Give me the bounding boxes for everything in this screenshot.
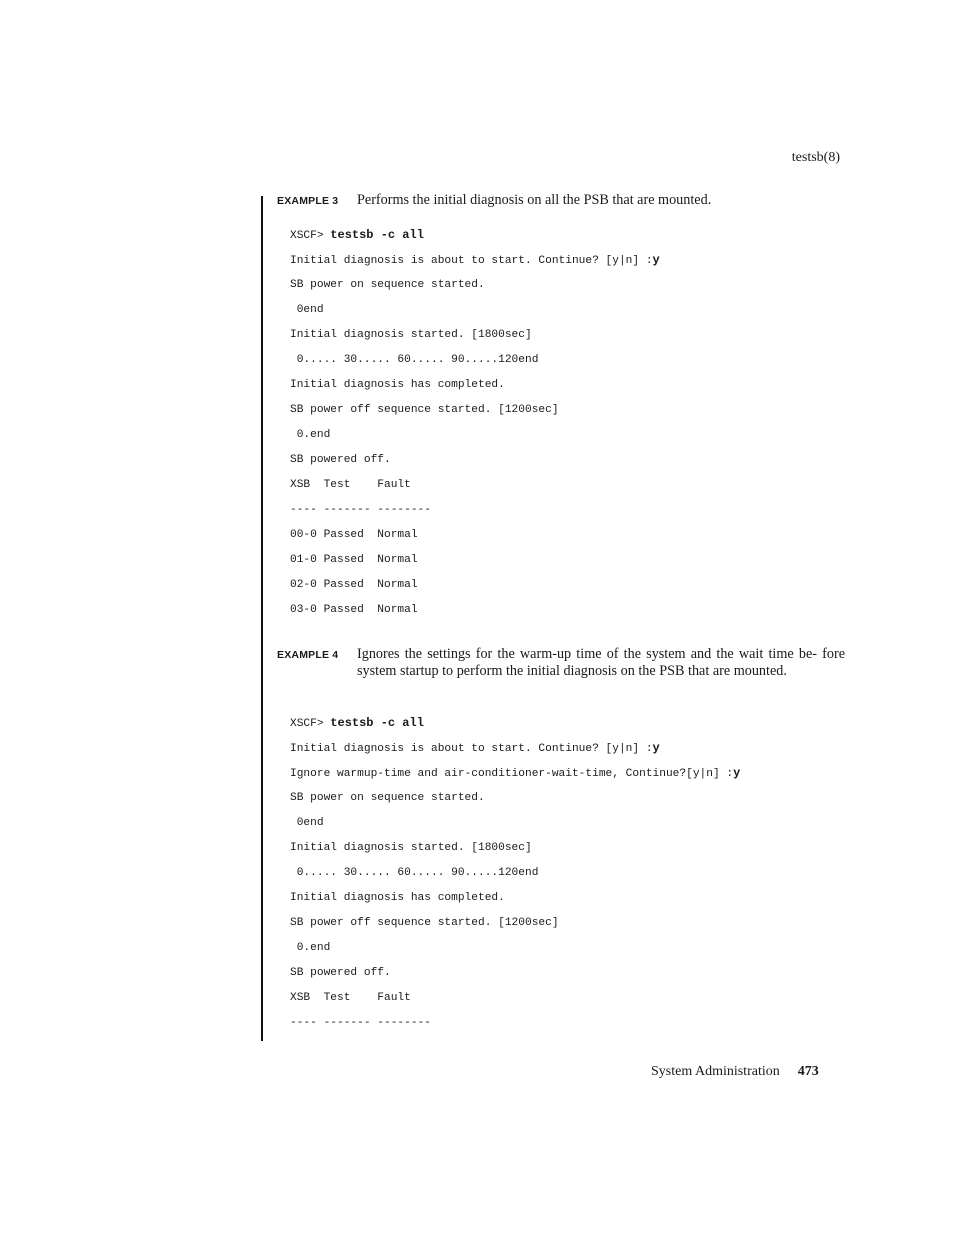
page-number: 473 [797, 1064, 819, 1079]
output-text: SB powered off. [290, 454, 391, 466]
output-text: SB powered off. [290, 967, 391, 979]
output-line [290, 836, 740, 861]
output-text: Initial diagnosis is about to start. Continue? [y|n] : [290, 255, 653, 267]
output-text: Initial diagnosis has completed. [290, 892, 505, 904]
output-text: 01-0 Passed Normal [290, 554, 418, 566]
output-line [290, 598, 660, 623]
output-line [290, 1011, 740, 1036]
output-text: 0end [290, 304, 324, 316]
output-line [290, 886, 740, 911]
output-text: 00-0 Passed Normal [290, 529, 418, 541]
output-line [290, 911, 740, 936]
command: testsb -c all [330, 716, 424, 730]
output-line [290, 398, 660, 423]
example-3-description: Performs the initial diagnosis on all the PSB that are mounted. [357, 192, 712, 208]
output-text: 0end [290, 817, 324, 829]
page-footer [651, 1064, 819, 1080]
example-4-description: Ignores the settings for the warm-up time of the system and the wait time be- fore system startup to perform the initial diagnosis on the PSB that are mounted. [357, 646, 845, 679]
output-line [290, 273, 660, 298]
output-text: 02-0 Passed Normal [290, 579, 418, 591]
example-3-code [290, 223, 660, 623]
footer-section-title: System Administration [651, 1064, 780, 1079]
output-text: SB power off sequence started. [1200sec] [290, 404, 559, 416]
output-line [290, 498, 660, 523]
output-line [290, 373, 660, 398]
command-line [290, 223, 660, 248]
output-line [290, 811, 740, 836]
output-text: SB power off sequence started. [1200sec] [290, 917, 559, 929]
output-text: XSB Test Fault [290, 992, 411, 1004]
output-line [290, 423, 660, 448]
output-text: Initial diagnosis has completed. [290, 379, 505, 391]
output-text: 0..... 30..... 60..... 90.....120end [290, 354, 539, 366]
example-3-label: EXAMPLE 3 [277, 195, 339, 207]
output-text: 0.end [290, 942, 331, 954]
output-text: 0..... 30..... 60..... 90.....120end [290, 867, 539, 879]
output-text: ---- ------- -------- [290, 1017, 431, 1029]
user-answer: y [733, 766, 741, 780]
output-text: Ignore warmup-time and air-conditioner-wait-time, Continue?[y|n] : [290, 768, 734, 780]
output-line [290, 523, 660, 548]
output-line [290, 936, 740, 961]
output-line [290, 573, 660, 598]
output-line [290, 961, 740, 986]
output-line [290, 348, 660, 373]
output-line [290, 323, 660, 348]
user-answer: y [652, 741, 660, 755]
output-text: 03-0 Passed Normal [290, 604, 418, 616]
prompt: XSCF> [290, 718, 331, 730]
output-text: Initial diagnosis is about to start. Continue? [y|n] : [290, 743, 653, 755]
command: testsb -c all [330, 228, 424, 242]
prompt: XSCF> [290, 230, 331, 242]
output-text: SB power on sequence started. [290, 792, 485, 804]
user-answer: y [652, 253, 660, 267]
running-header: testsb(8) [791, 150, 840, 165]
output-line [290, 761, 740, 786]
output-line [290, 248, 660, 273]
command-line [290, 711, 740, 736]
example-4-code [290, 711, 740, 1036]
output-line [290, 473, 660, 498]
output-line [290, 986, 740, 1011]
output-line [290, 786, 740, 811]
output-text: XSB Test Fault [290, 479, 411, 491]
output-line [290, 298, 660, 323]
output-text: 0.end [290, 429, 331, 441]
output-text: Initial diagnosis started. [1800sec] [290, 842, 532, 854]
example-4-label: EXAMPLE 4 [277, 649, 339, 661]
output-text: Initial diagnosis started. [1800sec] [290, 329, 532, 341]
output-line [290, 448, 660, 473]
output-text: ---- ------- -------- [290, 504, 431, 516]
output-line [290, 736, 740, 761]
output-line [290, 548, 660, 573]
output-line [290, 861, 740, 886]
margin-rule [261, 196, 263, 1041]
output-text: SB power on sequence started. [290, 279, 485, 291]
